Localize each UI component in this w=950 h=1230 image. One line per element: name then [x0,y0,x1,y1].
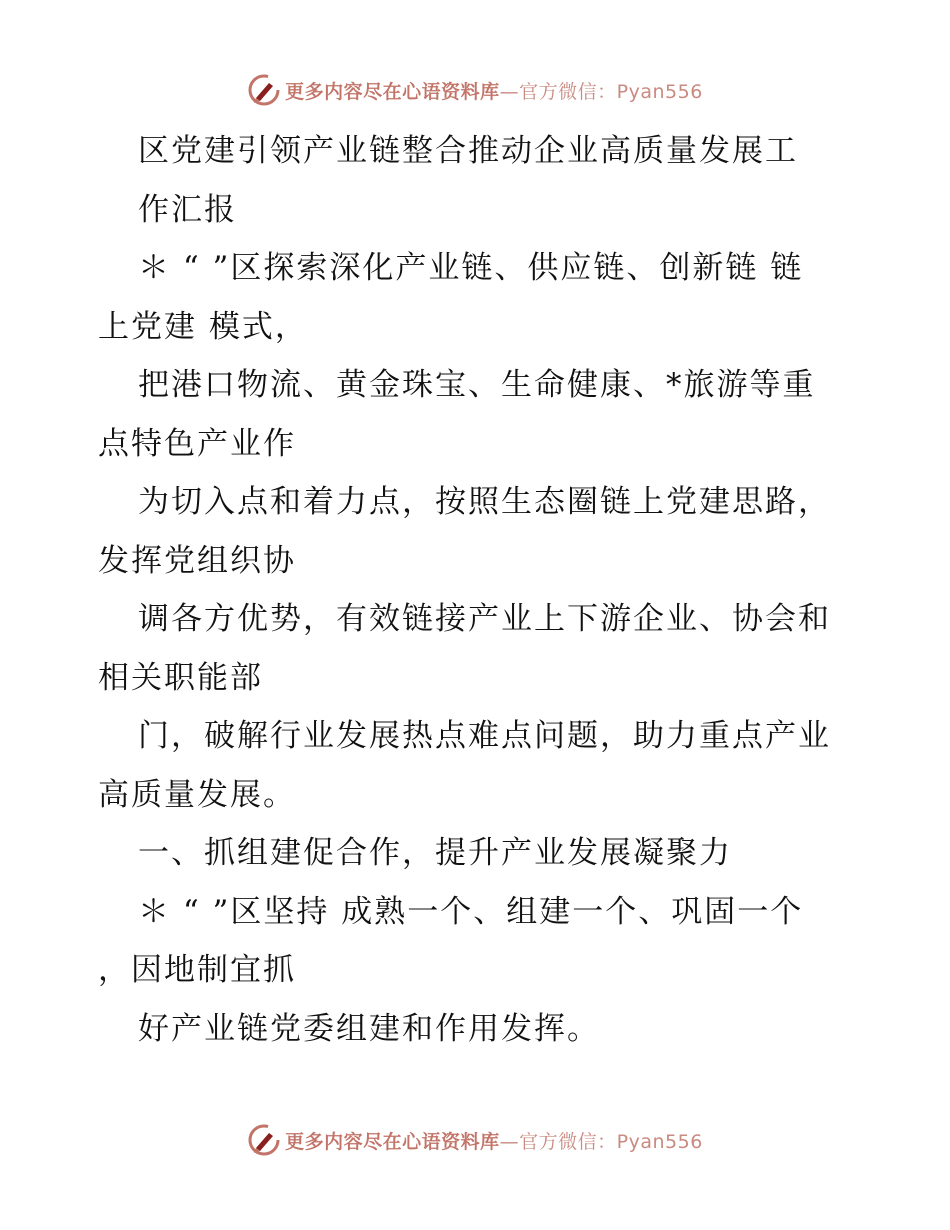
text-line: 好产业链党委组建和作用发挥。 [138,1010,600,1047]
text-line: 发挥党组织协 [98,542,296,579]
document-body [98,122,858,1058]
text-line: 作汇报 [138,191,237,228]
text-line: 把港口物流、黄金珠宝、生命健康、*旅游等重 [138,367,816,403]
watermark-contact-text: —官方微信：Pyan556 [499,1130,703,1153]
watermark-contact-text: —官方微信：Pyan556 [499,80,703,103]
text-line: 调各方优势，有效链接产业上下游企业、协会和 [138,601,831,637]
text-line: 门，破解行业发展热点难点问题，助力重点产业 [138,718,831,754]
pen-logo-icon [247,73,281,107]
text-line: 点特色产业作 [98,425,296,462]
text-line: 区党建引领产业链整合推动企业高质量发展工 [138,133,798,169]
watermark-footer [0,1120,950,1160]
pen-logo-icon [247,1123,281,1157]
text-line: 相关职能部 [98,659,263,696]
watermark-header [0,70,950,110]
text-line: ＊ “ ”区探索深化产业链、供应链、创新链 链 [138,250,804,286]
text-line: ，因地制宜抓 [98,952,296,988]
watermark-text [285,77,703,104]
text-line: 为切入点和着力点，按照生态圈链上党建思路， [138,484,831,520]
section-heading: 一、抓组建促合作，提升产业发展凝聚力 [138,835,732,871]
text-line: 上党建 模式， [98,308,308,345]
watermark-site-text: 更多内容尽在心语资料库 [285,80,500,103]
text-line: ＊ “ ”区坚持 成熟一个、组建一个、巩固一个 [138,893,804,930]
text-line: 高质量发展。 [98,776,296,813]
watermark-site-text: 更多内容尽在心语资料库 [285,1130,500,1153]
watermark-text [285,1127,703,1154]
